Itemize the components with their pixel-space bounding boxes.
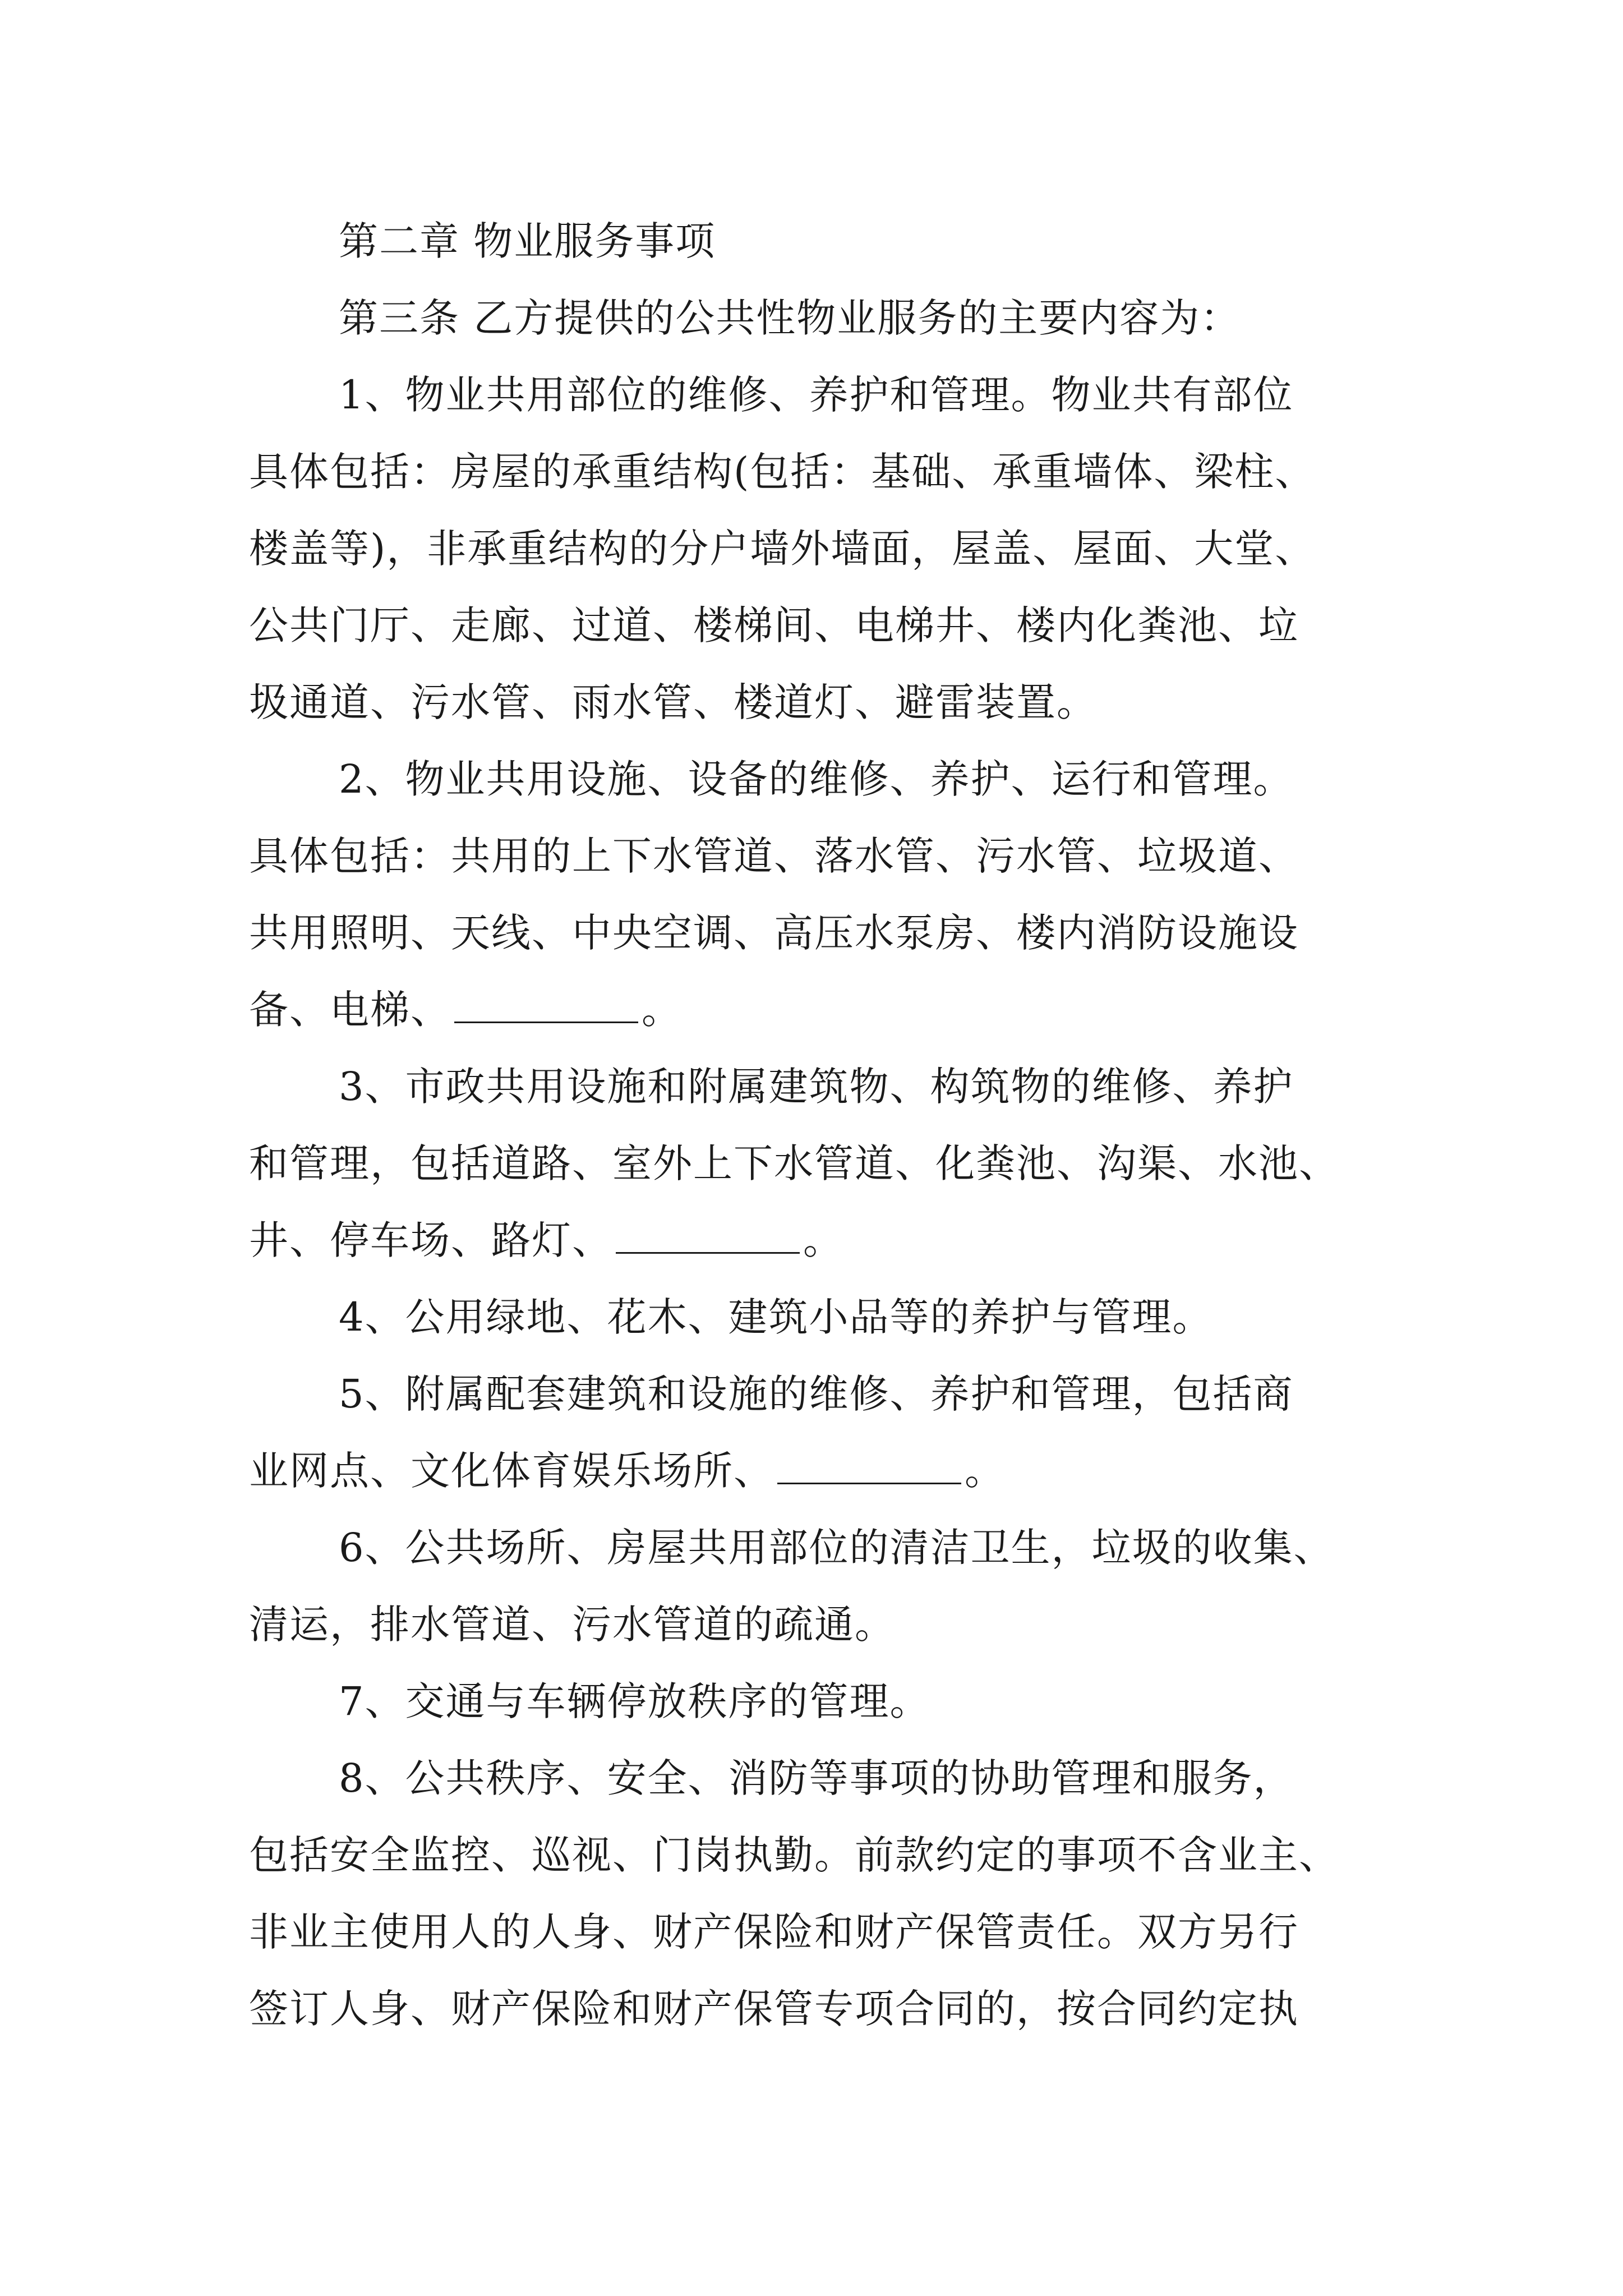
paragraph-2-line-3: 共用照明、天线、中央空调、高压水泵房、楼内消防设施设 [249, 910, 1299, 956]
paragraph-5-line-2 [249, 1433, 1391, 1510]
paragraph-5-line-1: 5、附属配套建筑和设施的维修、养护和管理，包括商 [339, 1371, 1294, 1417]
document-body [249, 203, 1391, 2047]
paragraph-3-line-3-text: 井、停车场、路灯、 [249, 1217, 612, 1263]
paragraph-2-line-4-end: 。 [642, 987, 682, 1033]
paragraph-4-line-1: 4、公用绿地、花木、建筑小品等的养护与管理。 [339, 1294, 1213, 1340]
paragraph-8-line-2: 包括安全监控、巡视、门岗执勤。前款约定的事项不含业主、 [249, 1832, 1339, 1878]
paragraph-3-line-1: 3、市政共用设施和附属建筑物、构筑物的维修、养护 [339, 1064, 1294, 1110]
paragraph-7-line-1: 7、交通与车辆停放秩序的管理。 [339, 1678, 930, 1724]
paragraph-5-line-2-text: 业网点、文化体育娱乐场所、 [249, 1448, 774, 1494]
paragraph-6-line-2: 清运，排水管道、污水管道的疏通。 [249, 1602, 895, 1648]
paragraph-2-line-2: 具体包括：共用的上下水管道、落水管、污水管、垃圾道、 [249, 833, 1299, 879]
paragraph-1-line-4: 公共门厅、走廊、过道、楼梯间、电梯井、楼内化粪池、垃 [249, 602, 1299, 648]
paragraph-3-line-2: 和管理，包括道路、室外上下水管道、化粪池、沟渠、水池、 [249, 1140, 1339, 1186]
paragraph-8-line-1: 8、公共秩序、安全、消防等事项的协助管理和服务， [339, 1755, 1294, 1801]
paragraph-1-line-5: 圾通道、污水管、雨水管、楼道灯、避雷装置。 [249, 679, 1097, 725]
paragraph-5-line-2-end: 。 [965, 1448, 1005, 1494]
paragraph-2-line-1: 2、物业共用设施、设备的维修、养护、运行和管理。 [339, 756, 1294, 802]
fill-in-blank [777, 1478, 961, 1484]
paragraph-2-line-4-text: 备、电梯、 [249, 987, 451, 1033]
paragraph-8-line-3: 非业主使用人的人身、财产保险和财产保管责任。双方另行 [249, 1909, 1299, 1955]
paragraph-1-line-3: 楼盖等)，非承重结构的分户墙外墙面，屋盖、屋面、大堂、 [249, 526, 1316, 572]
chapter-title: 第二章 物业服务事项 [339, 218, 716, 264]
article-title: 第三条 乙方提供的公共性物业服务的主要内容为： [339, 295, 1241, 341]
fill-in-blank [616, 1248, 800, 1254]
paragraph-1-line-2: 具体包括：房屋的承重结构(包括：基础、承重墙体、梁柱、 [249, 449, 1316, 495]
fill-in-blank [454, 1017, 638, 1023]
paragraph-3-line-3-end: 。 [803, 1217, 843, 1263]
paragraph-3-line-3 [249, 1202, 1391, 1279]
paragraph-1-line-1: 1、物业共用部位的维修、养护和管理。物业共有部位 [339, 372, 1294, 418]
paragraph-2-line-4 [249, 972, 1391, 1048]
paragraph-8-line-4: 签订人身、财产保险和财产保管专项合同的，按合同约定执 [249, 1986, 1299, 2032]
paragraph-6-line-1: 6、公共场所、房屋共用部位的清洁卫生，垃圾的收集、 [339, 1525, 1334, 1571]
